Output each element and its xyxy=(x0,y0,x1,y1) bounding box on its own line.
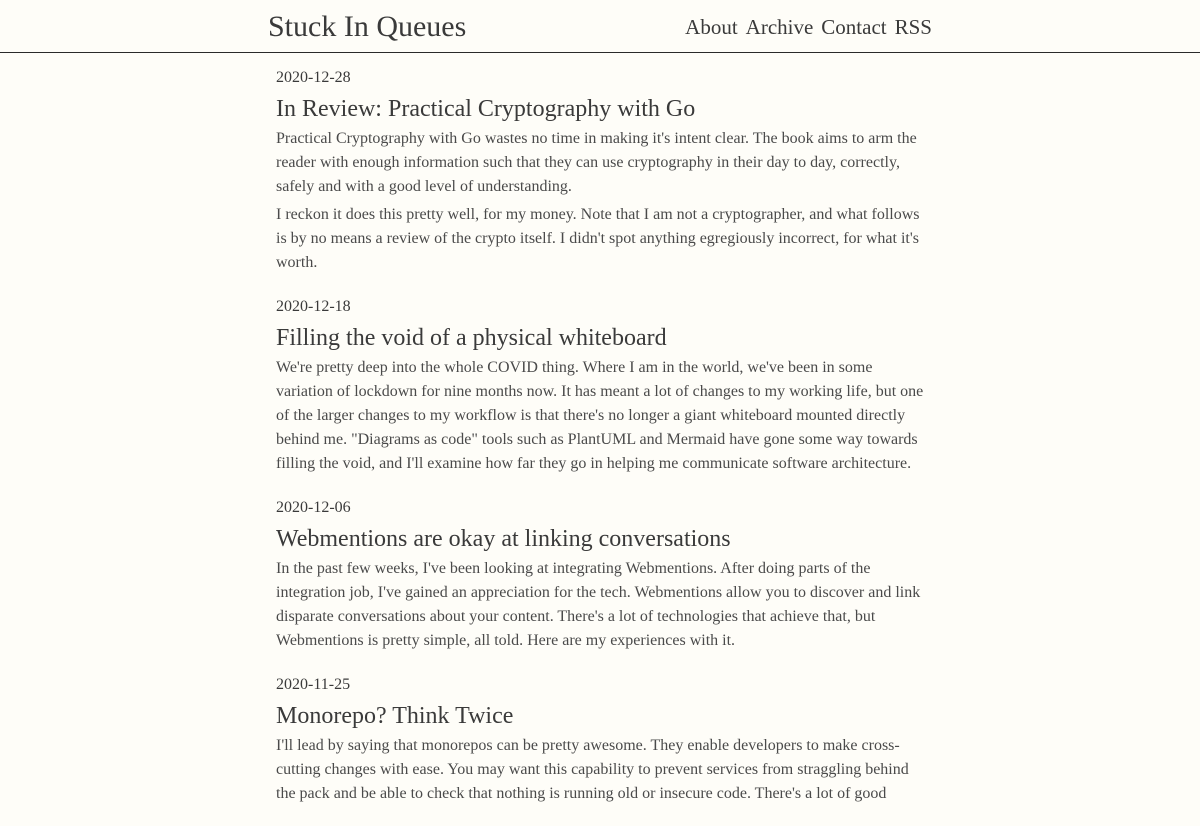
post-excerpt: I reckon it does this pretty well, for my money. Note that I am not a cryptographer, and what follows is by no means a review of the crypto itself. I didn't spot anything egregiously incorrect, for what it's worth. xyxy=(276,206,920,271)
post-title xyxy=(276,700,928,732)
post-excerpt: Practical Cryptography with Go wastes no time in making it's intent clear. The book aims to arm the reader with enough information such that they can use cryptography in their day to day, correctly, safely and with a good level of understanding. xyxy=(276,130,917,195)
nav-archive-link[interactable]: Archive xyxy=(745,15,814,39)
post-title-link[interactable]: In Review: Practical Cryptography with Go xyxy=(276,96,696,122)
nav-rss-link[interactable]: RSS xyxy=(894,15,932,39)
post-item xyxy=(276,295,928,476)
post-excerpt: In the past few weeks, I've been looking at integrating Webmentions. After doing parts of the integration job, I've gained an appreciation for the tech. Webmentions allow you to discover and link disparate conversations about your content. There's a lot of technologies that achieve that, but Webmentions is pretty simple, all told. Here are my experiences with it. xyxy=(276,560,921,649)
main-nav xyxy=(685,14,932,40)
post-item xyxy=(276,673,928,806)
post-title xyxy=(276,322,928,354)
post-title-link[interactable]: Filling the void of a physical whiteboard xyxy=(276,325,667,351)
post-title xyxy=(276,93,928,125)
nav-about-link[interactable]: About xyxy=(685,15,738,39)
post-date: 2020-12-28 xyxy=(276,69,351,86)
site-title-link[interactable]: Stuck In Queues xyxy=(268,10,467,43)
post-title-link[interactable]: Webmentions are okay at linking conversations xyxy=(276,526,731,552)
post-item xyxy=(276,66,928,275)
post-excerpt: I'll lead by saying that monorepos can be pretty awesome. They enable developers to make cross-cutting changes with ease. You may want this capability to prevent services from straggling behind the pack and be able to check that nothing is running old or insecure code. There's a lot of good xyxy=(276,737,909,802)
site-header xyxy=(0,0,1200,53)
post-list xyxy=(276,66,928,826)
post-title xyxy=(276,523,928,555)
post-excerpt: We're pretty deep into the whole COVID thing. Where I am in the world, we've been in some variation of lockdown for nine months now. It has meant a lot of changes to my working life, but one of the larger changes to my workflow is that there's no longer a giant whiteboard mounted directly behind me. "Diagrams as code" tools such as PlantUML and Mermaid have gone some way towards filling the void, and I'll examine how far they go in helping me communicate software architecture. xyxy=(276,359,924,472)
post-date: 2020-12-18 xyxy=(276,298,351,315)
nav-contact-link[interactable]: Contact xyxy=(821,15,887,39)
post-item xyxy=(276,496,928,653)
post-title-link[interactable]: Monorepo? Think Twice xyxy=(276,703,514,729)
post-date: 2020-11-25 xyxy=(276,676,351,693)
post-date: 2020-12-06 xyxy=(276,499,351,516)
